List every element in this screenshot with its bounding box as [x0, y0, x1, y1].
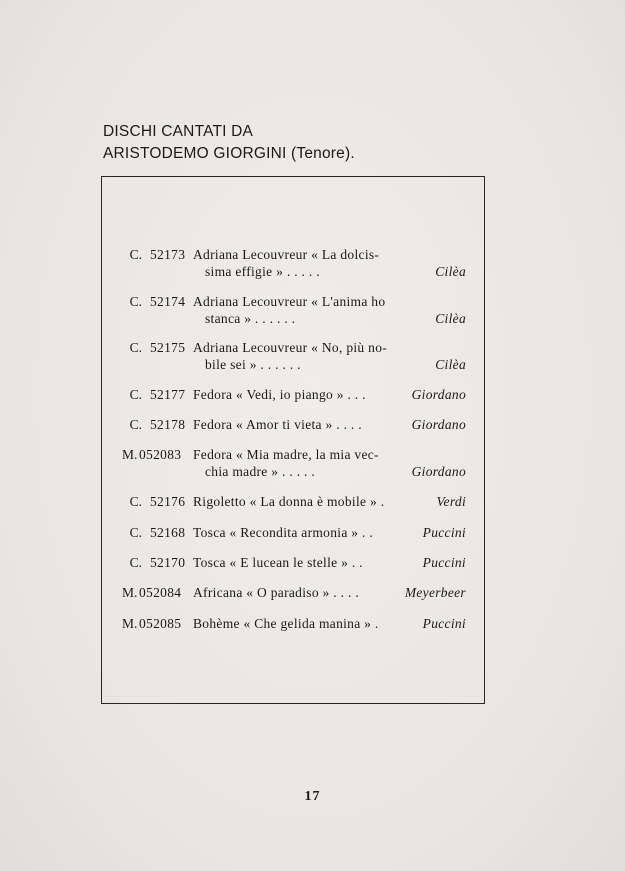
record-composer: Meyerbeer	[404, 585, 466, 600]
record-number: 52170	[150, 555, 186, 570]
record-prefix: C.	[129, 387, 142, 402]
record-prefix: C.	[129, 417, 142, 432]
record-title: Africana « O paradiso » . . . .	[193, 585, 359, 600]
record-composer: Giordano	[411, 417, 466, 432]
record-number: 52173	[150, 247, 186, 262]
record-composer: Puccini	[422, 525, 466, 540]
record-composer: Verdi	[436, 494, 466, 509]
page-number: 17	[304, 789, 321, 804]
record-number: 52168	[150, 525, 186, 540]
record-title-line-2: sima effigie » . . . . .	[205, 264, 320, 279]
record-number: 52177	[150, 387, 186, 402]
record-title-line-1: Fedora « Mia madre, la mia vec-	[193, 447, 379, 462]
record-title: Tosca « E lucean le stelle » . .	[193, 555, 363, 570]
record-prefix: C.	[129, 247, 142, 262]
record-composer: Giordano	[411, 464, 466, 479]
heading-line-2: ARISTODEMO GIORGINI (Tenore).	[103, 145, 355, 162]
record-composer: Cilèa	[435, 264, 466, 279]
page-heading	[103, 121, 355, 165]
record-prefix: C.	[129, 555, 142, 570]
record-title: Bohème « Che gelida manina » .	[193, 616, 379, 631]
record-number: 052085	[139, 616, 182, 631]
record-title-line-1: Adriana Lecouvreur « L'anima ho	[193, 294, 386, 309]
record-prefix: C.	[129, 340, 142, 355]
record-number: 052084	[139, 585, 182, 600]
record-title-line-1: Adriana Lecouvreur « La dolcis-	[193, 247, 380, 262]
record-prefix: M.	[122, 585, 138, 600]
record-composer: Cilèa	[435, 357, 466, 372]
record-title-line-2: chia madre » . . . . .	[205, 464, 316, 479]
record-title: Fedora « Amor ti vieta » . . . .	[193, 417, 362, 432]
record-number: 52175	[150, 340, 186, 355]
record-title-line-2: stanca » . . . . . .	[205, 311, 296, 326]
record-title: Rigoletto « La donna è mobile » .	[193, 494, 385, 509]
record-prefix: C.	[129, 525, 142, 540]
record-title-line-1: Adriana Lecouvreur « No, più no-	[193, 340, 388, 355]
record-title: Fedora « Vedi, io piango » . . .	[193, 387, 366, 402]
record-number: 52176	[150, 494, 186, 509]
record-composer: Puccini	[422, 616, 466, 631]
record-number: 52178	[150, 417, 186, 432]
record-prefix: M.	[122, 447, 138, 462]
heading-line-1: DISCHI CANTATI DA	[103, 123, 254, 140]
record-title-line-2: bile sei » . . . . . .	[205, 357, 301, 372]
record-title: Tosca « Recondita armonia » . .	[193, 525, 374, 540]
record-number: 052083	[139, 447, 182, 462]
record-composer: Cilèa	[435, 311, 466, 326]
record-number: 52174	[150, 294, 186, 309]
record-composer: Giordano	[411, 387, 466, 402]
record-prefix: C.	[129, 494, 142, 509]
record-composer: Puccini	[422, 555, 466, 570]
record-prefix: C.	[129, 294, 142, 309]
record-prefix: M.	[122, 616, 138, 631]
